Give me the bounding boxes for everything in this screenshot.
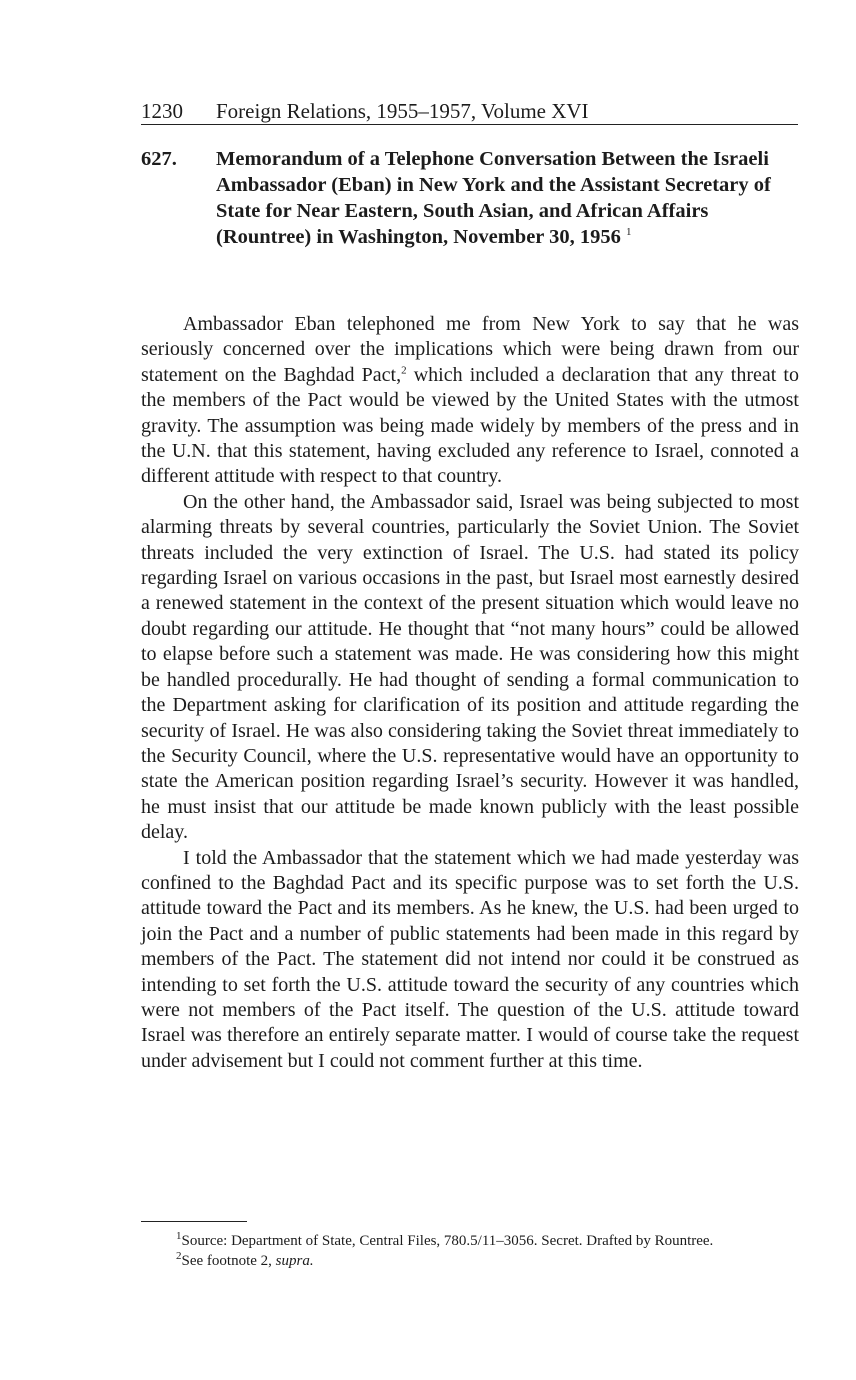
footnote-ref-1: 1 xyxy=(626,226,632,239)
footnote-1-mark: 1 xyxy=(176,1230,182,1242)
body-paragraph-3: I told the Ambassador that the statement which we had made yesterday was confined to the Baghdad Pact and its specific purpose was to set forth the U.S. attitude toward the Pact and its members. As he knew, the U.S. had been urged to join the Pact and a number of public statements had been made in this regard by members of the Pact. The statement did not intend nor could it be construed as intending to set forth the U.S. attitude toward the security of any countries which were not members of the Pact itself. The question of the U.S. attitude toward Israel was therefore an entirely separate matter. I would of course take the request under advisement but I could not comment further at this time. xyxy=(141,846,799,1072)
footnote-2-text: See footnote 2, xyxy=(181,1253,276,1269)
body-paragraph-1-part-b: which included a declaration that any threat to the members of the Pact would be viewed by the United States with the utmost gravity. The assumption was being made widely by members of the press and in the U.N. that this statement, having excluded any reference to Israel, connoted a different attitude with respect to that country. xyxy=(141,363,799,488)
series-title: Foreign Relations, 1955–1957, Volume XVI xyxy=(216,99,589,123)
body-paragraph-1 xyxy=(141,312,799,490)
body-paragraph-2: On the other hand, the Ambassador said, Israel was being subjected to most alarming threats by several countries, particularly the Soviet Union. The Soviet threats included the very extinction of Israel. The U.S. had stated its policy regarding Israel on various occasions in the past, but Israel most earnestly desired a renewed statement in the context of the present situation which would leave no doubt regarding our attitude. He thought that “not many hours” could be allowed to elapse before such a statement was made. He was considering how this might be handled procedurally. He had thought of sending a formal communication to the Department asking for clarification of its position and attitude regarding the security of Israel. He was also considering taking the Soviet threat immediately to the Security Council, where the U.S. representative would have an opportunity to state the American position regarding Israel’s security. However it was handled, he must insist that our attitude be made known publicly with the least possible delay. xyxy=(141,490,799,844)
document-number: 627. xyxy=(141,148,177,170)
footnote-2-italic: supra. xyxy=(275,1253,314,1269)
footnote-2-mark: 2 xyxy=(176,1250,182,1262)
footnote-ref-2: 2 xyxy=(401,364,407,377)
body-paragraph-1-part-a: Ambassador Eban telephoned me from New York to say that he was seriously concerned over the implications which were being drawn from our statement on the Baghdad Pact, xyxy=(141,313,799,386)
document-title xyxy=(216,146,801,250)
footnote-2 xyxy=(141,1251,799,1271)
running-head xyxy=(141,98,798,125)
page-number: 1230 xyxy=(141,99,183,123)
memorandum-body xyxy=(141,312,799,1074)
document-title-text: Memorandum of a Telephone Conversation Between the Israeli Ambassador (Eban) in New York and the Assistant Secretary of State for Near Eastern, South Asian, and African Affairs (Rountree) in Washington, November 30, 1956 xyxy=(216,148,771,248)
footnote-divider xyxy=(141,1221,247,1222)
footnote-1-text: Source: Department of State, Central Files, 780.5/11–3056. Secret. Drafted by Rountree. xyxy=(181,1233,714,1249)
footnotes xyxy=(141,1231,799,1271)
footnote-1 xyxy=(141,1231,799,1251)
